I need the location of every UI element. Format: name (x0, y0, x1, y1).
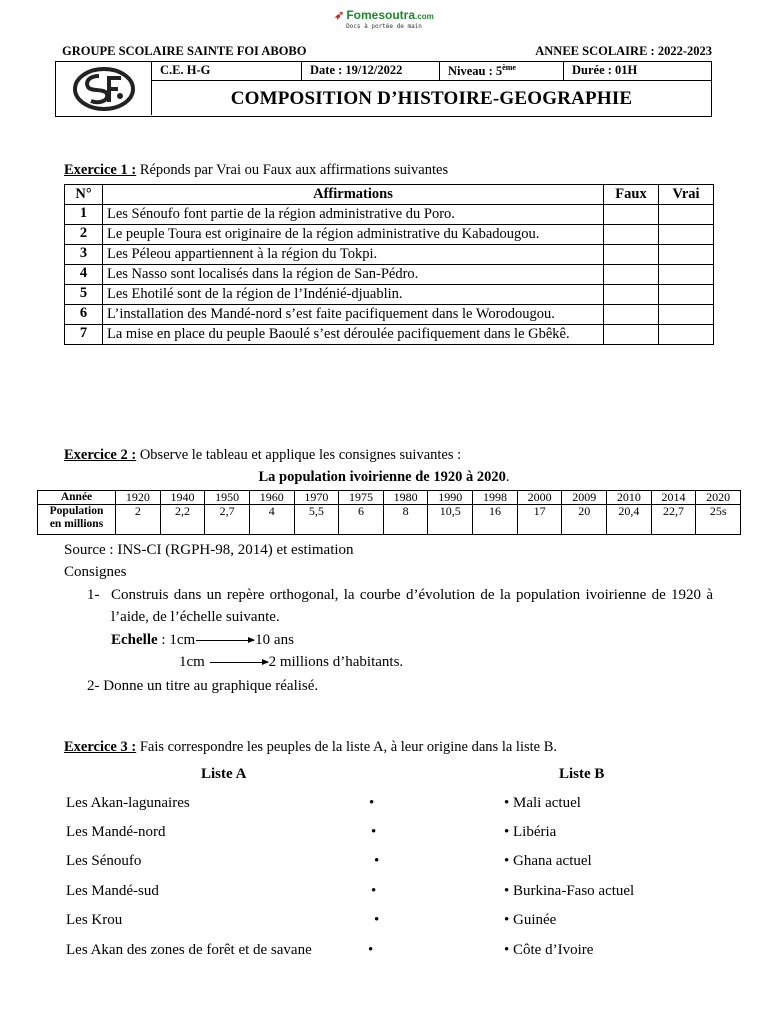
exam-subject: C.E. H-G (152, 62, 302, 80)
site-domain: .com (415, 12, 434, 21)
table-row: 2 Le peuple Toura est originaire de la région administrative du Kabadougou. (65, 225, 714, 245)
population-table-title: La population ivoirienne de 1920 à 2020. (258, 469, 510, 485)
list-item: Les Mandé-nord • • Libéria (66, 824, 557, 840)
ex1-instruction: Réponds par Vrai ou Faux aux affirmations suivantes (136, 162, 449, 178)
ex3-instruction: Fais correspondre les peuples de la liste A, à leur origine dans la liste B. (136, 739, 558, 755)
list-item: Les Sénoufo • • Ghana actuel (66, 853, 592, 869)
consignes-heading: Consignes (64, 564, 127, 580)
school-year: ANNEE SCOLAIRE : 2022-2023 (535, 44, 712, 58)
col-number: N° (65, 185, 103, 205)
list-item: Les Krou • • Guinée (66, 912, 557, 928)
consigne-2: 2- Donne un titre au graphique réalisé. (87, 678, 319, 694)
table-row: 5 Les Ehotilé sont de la région de l’Indénié-djuablin. (65, 285, 714, 305)
ex1-table (64, 184, 714, 345)
faux-cell[interactable] (604, 285, 659, 305)
faux-cell[interactable] (604, 205, 659, 225)
list-item: Les Mandé-sud • • Burkina-Faso actuel (66, 883, 635, 899)
ex2-instruction: Observe le tableau et applique les consignes suivantes : (136, 447, 462, 463)
ex1-table-header (65, 185, 714, 205)
site-logo (0, 8, 768, 30)
vrai-cell[interactable] (659, 245, 714, 265)
match-point-a[interactable]: • (371, 824, 377, 840)
population-table (37, 490, 741, 535)
site-brand: Fomesoutra (346, 8, 416, 22)
list-b-heading: Liste B (559, 766, 605, 782)
ex2-label: Exercice 2 : (64, 447, 137, 463)
match-point-a[interactable]: • (371, 883, 377, 899)
site-tagline: Docs à portée de main (346, 23, 422, 30)
table-row: 3 Les Péleou appartiennent à la région du Tokpi. (65, 245, 714, 265)
arrow-icon (210, 662, 268, 663)
match-point-a[interactable]: • (374, 853, 380, 869)
faux-cell[interactable] (604, 265, 659, 285)
vrai-cell[interactable] (659, 305, 714, 325)
col-vrai: Vrai (659, 185, 714, 205)
faux-cell[interactable] (604, 305, 659, 325)
exam-duration: Durée : 01H (572, 63, 638, 77)
list-item: Les Akan-lagunaires • • Mali actuel (66, 795, 581, 811)
table-row: 1 Les Sénoufo font partie de la région administrative du Poro. (65, 205, 714, 225)
vrai-cell[interactable] (659, 205, 714, 225)
consigne-1: 1- Construis dans un repère orthogonal, la courbe d’évolution de la population ivoirienne de 1920 à l’aide, de l’échelle suivante. (87, 587, 713, 625)
table-row: 7 La mise en place du peuple Baoulé s’est déroulée pacifiquement dans le Gbêkê. (65, 325, 714, 345)
match-point-a[interactable]: • (374, 912, 380, 928)
school-emblem (56, 62, 152, 115)
exam-title: COMPOSITION D’HISTOIRE-GEOGRAPHIE (230, 87, 633, 109)
scale-line-2: 1cm 2 millions d’habitants. (179, 654, 404, 670)
ex3-label: Exercice 3 : (64, 739, 137, 755)
faux-cell[interactable] (604, 245, 659, 265)
school-name: GROUPE SCOLAIRE SAINTE FOI ABOBO (62, 44, 307, 58)
table-row-values: Population en millions 2 2,2 2,7 4 5,5 6 8 10,5 16 17 20 20,4 22,7 25s (38, 505, 741, 535)
col-faux: Faux (604, 185, 659, 205)
faux-cell[interactable] (604, 325, 659, 345)
col-affirmations: Affirmations (103, 185, 604, 205)
vrai-cell[interactable] (659, 285, 714, 305)
school-line (62, 44, 712, 59)
match-point-a[interactable]: • (368, 942, 374, 958)
exam-header (55, 61, 712, 117)
school-emblem-icon (71, 66, 137, 112)
arrow-icon (196, 640, 254, 641)
vrai-cell[interactable] (659, 225, 714, 245)
match-point-a[interactable]: • (369, 795, 375, 811)
exam-meta (152, 62, 711, 81)
table-row: 4 Les Nasso sont localisés dans la région de San-Pédro. (65, 265, 714, 285)
ex1-label: Exercice 1 : (64, 162, 137, 178)
ex2-title (64, 447, 461, 464)
table-row: 6 L’installation des Mandé-nord s’est faite pacifiquement dans le Worodougou. (65, 305, 714, 325)
vrai-cell[interactable] (659, 325, 714, 345)
source-text: Source : INS-CI (RGPH-98, 2014) et estimation (64, 542, 354, 558)
vrai-cell[interactable] (659, 265, 714, 285)
leaf-icon: ➶ (334, 8, 345, 22)
table-row-years: Année 1920 1940 1950 1960 1970 1975 1980 1990 1998 2000 2009 2010 2014 2020 (38, 491, 741, 505)
exam-level: Niveau : 5ème (440, 62, 564, 80)
exam-date: Date : 19/12/2022 (302, 62, 440, 80)
ex1-title (64, 162, 448, 179)
list-a-heading: Liste A (201, 766, 247, 782)
faux-cell[interactable] (604, 225, 659, 245)
list-item: Les Akan des zones de forêt et de savane • • Côte d’Ivoire (66, 942, 594, 958)
scale-line-1: Echelle : 1cm 10 ans (111, 632, 294, 648)
ex3-title (64, 739, 557, 756)
